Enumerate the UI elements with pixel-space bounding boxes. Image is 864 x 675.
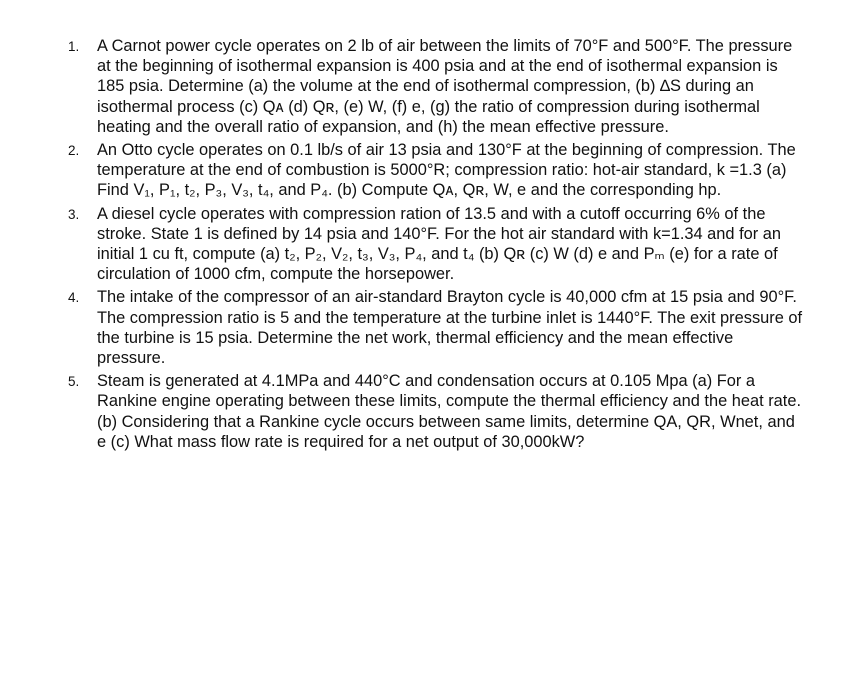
problem-number: 2. [68, 143, 80, 159]
problem-text: The intake of the compressor of an air-standard Brayton cycle is 40,000 cfm at 15 psia and 90°F. The compression ratio is 5 and the temperature at the turbine inlet is 1440°F. The exit pressure of the turbine is 15 psia. Determine the net work, thermal efficiency and the mean effective pressure. [97, 288, 803, 368]
problem-text: An Otto cycle operates on 0.1 lb/s of air 13 psia and 130°F at the beginning of compression. The temperature at the end of combustion is 5000°R; compression ratio: hot-air standard, k =1.3 (a) Find V₁, P₁, t₂, P₃, V₃, t₄, and P₄. (b) Compute Qᴀ, Qʀ, W, e and the corresponding hp. [97, 141, 796, 200]
problem-text: Steam is generated at 4.1MPa and 440°C and condensation occurs at 0.105 Mpa (a) For a Rankine engine operating between these limits, compute the thermal efficiency and the heat rate. (b) Considering that a Rankine cycle occurs between same limits, determine QA, QR, Wnet, and e (c) What mass flow rate is required for a net output of 30,000kW? [97, 372, 802, 451]
problem-item-5 [66, 371, 806, 452]
problem-item-1 [66, 36, 806, 137]
problem-number: 4. [68, 290, 80, 306]
problem-number: 5. [68, 374, 80, 390]
problem-number: 3. [68, 206, 80, 222]
problem-number: 1. [68, 39, 80, 54]
problem-item-2 [66, 140, 806, 201]
problem-list [66, 36, 806, 455]
problem-text: A Carnot power cycle operates on 2 lb of air between the limits of 70°F and 500°F. The pressure at the beginning of isothermal expansion is 400 psia and at the end of isothermal expansion is 185 psia. Determine (a) the volume at the end of isothermal compression, (b) ∆S during an isothermal process (c) Qᴀ (d) Qʀ, (e) W, (f) e, (g) the ratio of compression during isothermal heating and the overall ratio of expansion, and (h) the mean effective pressure. [97, 37, 793, 136]
problem-item-3 [66, 204, 806, 285]
problem-item-4 [66, 287, 806, 368]
problem-text: A diesel cycle operates with compression ration of 13.5 and with a cutoff occurring 6% of the stroke. State 1 is defined by 14 psia and 140°F. For the hot air standard with k=1.34 and for an initial 1 cu ft, compute (a) t₂, P₂, V₂, t₃, V₃, P₄, and t₄ (b) Qʀ (c) W (d) e and Pₘ (e) for a rate of circulation of 1000 cfm, compute the horsepower. [97, 204, 781, 284]
